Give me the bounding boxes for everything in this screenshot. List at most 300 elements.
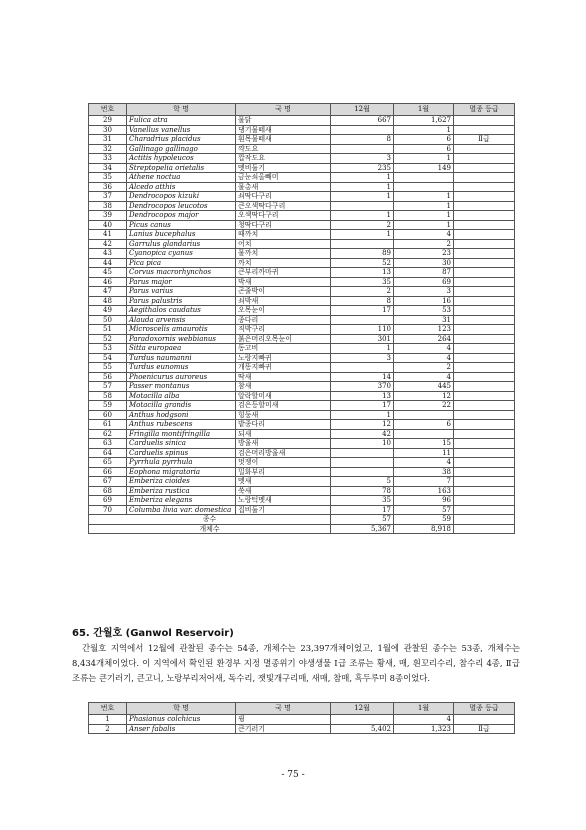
col-number: 43: [89, 249, 127, 259]
col-december: 3: [331, 154, 394, 164]
col-december: 8: [331, 135, 394, 145]
col-january: 23: [394, 249, 454, 259]
col-december: 667: [331, 116, 394, 126]
col-scientific-name: Lanius bucephalus: [127, 230, 236, 240]
page-number: - 75 -: [281, 770, 305, 780]
col-number: 48: [89, 296, 127, 306]
col-korean-name: 물까치: [236, 249, 331, 259]
table-row: [89, 268, 515, 278]
col-korean-name: 참새: [236, 382, 331, 392]
col-number: 58: [89, 391, 127, 401]
col-scientific-name: Turdus naumanni: [127, 353, 236, 363]
col-number: 65: [89, 458, 127, 468]
col-scientific-name: Anthus rubescens: [127, 420, 236, 430]
col-korean-name: 힝둥새: [236, 410, 331, 420]
col-grade: Ⅱ급: [454, 724, 515, 734]
col-december: 17: [331, 306, 394, 316]
col-january: 11: [394, 448, 454, 458]
col-december: [331, 201, 394, 211]
table-row: [89, 211, 515, 221]
table-row: [89, 353, 515, 363]
col-number: 54: [89, 353, 127, 363]
col-number: 55: [89, 363, 127, 373]
table-row: [89, 410, 515, 420]
col-grade: [454, 420, 515, 430]
col-january: 2: [394, 363, 454, 373]
col-january: 1,627: [394, 116, 454, 126]
col-number: 52: [89, 334, 127, 344]
col-december: 1: [331, 230, 394, 240]
table-row: [89, 144, 515, 154]
header-col-number: 번호: [89, 104, 127, 116]
col-number: 34: [89, 163, 127, 173]
col-korean-name: 쇠딱다구리: [236, 192, 331, 202]
col-january: 69: [394, 277, 454, 287]
col-grade: [454, 249, 515, 259]
col-number: 67: [89, 477, 127, 487]
col-december: 1: [331, 410, 394, 420]
col-grade: [454, 220, 515, 230]
col-scientific-name: Vanellus vanellus: [127, 125, 236, 135]
table-row: [89, 163, 515, 173]
col-december: 110: [331, 325, 394, 335]
col-january: 149: [394, 163, 454, 173]
col-january: 445: [394, 382, 454, 392]
col-grade: [454, 439, 515, 449]
summary-col-january: 8,918: [394, 524, 454, 534]
col-scientific-name: Motacilla alba: [127, 391, 236, 401]
col-january: 3: [394, 287, 454, 297]
col-december: 5: [331, 477, 394, 487]
col-december: [331, 363, 394, 373]
table-row: [89, 391, 515, 401]
col-scientific-name: Anser fabalis: [127, 724, 236, 734]
col-number: 37: [89, 192, 127, 202]
col-grade: [454, 239, 515, 249]
table-row: [89, 344, 515, 354]
table-row: [89, 306, 515, 316]
col-january: 4: [394, 372, 454, 382]
col-grade: [454, 344, 515, 354]
col-korean-name: 검은머리방울새: [236, 448, 331, 458]
col-january: 1: [394, 192, 454, 202]
col-grade: [454, 192, 515, 202]
col-korean-name: 물총새: [236, 182, 331, 192]
col-december: 89: [331, 249, 394, 259]
header-col-scientific-name: 학 명: [127, 703, 236, 715]
col-number: 50: [89, 315, 127, 325]
summary-col-january: 59: [394, 515, 454, 525]
col-january: 16: [394, 296, 454, 306]
col-december: 1: [331, 192, 394, 202]
col-korean-name: 밭종다리: [236, 420, 331, 430]
table-row: [89, 182, 515, 192]
table-row: [89, 325, 515, 335]
col-scientific-name: Phasianus colchicus: [127, 715, 236, 725]
col-number: 59: [89, 401, 127, 411]
col-number: 1: [89, 715, 127, 725]
col-korean-name: 종다리: [236, 315, 331, 325]
col-korean-name: 까치: [236, 258, 331, 268]
col-number: 64: [89, 448, 127, 458]
col-scientific-name: Garrulus glandarius: [127, 239, 236, 249]
col-korean-name: 멋쟁이: [236, 458, 331, 468]
col-number: 30: [89, 125, 127, 135]
table-row: [89, 277, 515, 287]
col-korean-name: 꺅도요: [236, 144, 331, 154]
col-scientific-name: Corvus macrorhynchos: [127, 268, 236, 278]
col-grade: [454, 486, 515, 496]
col-number: 31: [89, 135, 127, 145]
table-row: [89, 230, 515, 240]
col-january: 2: [394, 239, 454, 249]
col-scientific-name: Eophona migratoria: [127, 467, 236, 477]
col-korean-name: 멧새: [236, 477, 331, 487]
table-row: [89, 154, 515, 164]
col-december: 1: [331, 182, 394, 192]
col-number: 39: [89, 211, 127, 221]
col-december: 35: [331, 277, 394, 287]
col-scientific-name: Parus major: [127, 277, 236, 287]
col-grade: [454, 496, 515, 506]
col-korean-name: 오목눈이: [236, 306, 331, 316]
table-row: [89, 315, 515, 325]
col-korean-name: 붉은머리오목눈이: [236, 334, 331, 344]
col-number: 61: [89, 420, 127, 430]
col-number: 51: [89, 325, 127, 335]
col-grade: [454, 306, 515, 316]
col-number: 38: [89, 201, 127, 211]
col-grade: [454, 715, 515, 725]
table-row: [89, 249, 515, 259]
col-korean-name: 큰기러기: [236, 724, 331, 734]
col-number: 40: [89, 220, 127, 230]
species-table-continued: [88, 103, 515, 534]
summary-col-december: 5,367: [331, 524, 394, 534]
col-january: [394, 429, 454, 439]
col-scientific-name: Parus varius: [127, 287, 236, 297]
col-number: 46: [89, 277, 127, 287]
col-scientific-name: Gallinago gallinago: [127, 144, 236, 154]
table-row: [89, 724, 515, 734]
col-december: [331, 467, 394, 477]
col-grade: [454, 268, 515, 278]
col-grade: [454, 325, 515, 335]
col-number: 66: [89, 467, 127, 477]
col-january: 96: [394, 496, 454, 506]
col-december: 14: [331, 372, 394, 382]
table-row: [89, 201, 515, 211]
col-number: 29: [89, 116, 127, 126]
col-korean-name: 되새: [236, 429, 331, 439]
col-january: 31: [394, 315, 454, 325]
col-scientific-name: Dendrocopos major: [127, 211, 236, 221]
summary-label: 개체수: [89, 524, 331, 534]
col-grade: [454, 277, 515, 287]
col-december: 12: [331, 420, 394, 430]
col-scientific-name: Emberiza rustica: [127, 486, 236, 496]
col-korean-name: 멧비둘기: [236, 163, 331, 173]
col-korean-name: 방울새: [236, 439, 331, 449]
col-korean-name: 개똥지빠귀: [236, 363, 331, 373]
species-table-ganwol: [88, 702, 515, 734]
summary-col-december: 57: [331, 515, 394, 525]
table-row: [89, 420, 515, 430]
table-body: [89, 116, 515, 534]
col-number: 35: [89, 173, 127, 183]
col-grade: [454, 125, 515, 135]
col-january: 87: [394, 268, 454, 278]
col-january: [394, 182, 454, 192]
col-number: 33: [89, 154, 127, 164]
summary-row: [89, 515, 515, 525]
col-number: 69: [89, 496, 127, 506]
header-col-korean-name: 국 명: [236, 703, 331, 715]
col-korean-name: 노랑턱멧새: [236, 496, 331, 506]
table-row: [89, 363, 515, 373]
col-scientific-name: Motacilla grandis: [127, 401, 236, 411]
header-col-december: 12월: [331, 104, 394, 116]
col-scientific-name: Streptopelia orietalis: [127, 163, 236, 173]
col-december: [331, 315, 394, 325]
col-korean-name: 깝작도요: [236, 154, 331, 164]
col-grade: [454, 230, 515, 240]
col-grade: [454, 116, 515, 126]
col-january: [394, 410, 454, 420]
col-january: 4: [394, 230, 454, 240]
col-grade: [454, 477, 515, 487]
table-row: [89, 448, 515, 458]
col-january: 12: [394, 391, 454, 401]
col-scientific-name: Pyrrhula pyrrhula: [127, 458, 236, 468]
col-grade: Ⅱ급: [454, 135, 515, 145]
col-grade: [454, 467, 515, 477]
summary-col-grade: [454, 524, 515, 534]
col-grade: [454, 315, 515, 325]
col-scientific-name: Sitta europaea: [127, 344, 236, 354]
col-scientific-name: Carduelis sinica: [127, 439, 236, 449]
header-col-december: 12월: [331, 703, 394, 715]
col-grade: [454, 201, 515, 211]
header-col-january: 1월: [394, 104, 454, 116]
table-row: [89, 287, 515, 297]
col-december: 10: [331, 439, 394, 449]
col-korean-name: 흰목물떼새: [236, 135, 331, 145]
col-december: 52: [331, 258, 394, 268]
col-korean-name: 큰오색딱다구리: [236, 201, 331, 211]
col-korean-name: 물닭: [236, 116, 331, 126]
col-scientific-name: Athene noctua: [127, 173, 236, 183]
col-december: [331, 144, 394, 154]
col-number: 49: [89, 306, 127, 316]
table-row: [89, 258, 515, 268]
col-grade: [454, 258, 515, 268]
col-grade: [454, 296, 515, 306]
col-grade: [454, 505, 515, 515]
summary-col-grade: [454, 515, 515, 525]
col-grade: [454, 429, 515, 439]
col-grade: [454, 353, 515, 363]
col-scientific-name: Dendrocopos kizuki: [127, 192, 236, 202]
col-december: 3: [331, 353, 394, 363]
col-december: 2: [331, 287, 394, 297]
col-december: 1: [331, 211, 394, 221]
col-scientific-name: Charadrius placidus: [127, 135, 236, 145]
col-december: 13: [331, 391, 394, 401]
col-korean-name: 꿩: [236, 715, 331, 725]
col-scientific-name: Passer montanus: [127, 382, 236, 392]
section-title: 65. 간월호 (Ganwol Reservoir): [72, 628, 234, 639]
table-row: [89, 382, 515, 392]
table-row: [89, 496, 515, 506]
table-body: [89, 715, 515, 734]
col-korean-name: 노랑지빠귀: [236, 353, 331, 363]
col-grade: [454, 391, 515, 401]
col-scientific-name: Phoenicurus auroreus: [127, 372, 236, 382]
header-col-scientific-name: 학 명: [127, 104, 236, 116]
col-number: 56: [89, 372, 127, 382]
col-korean-name: 곤줄박이: [236, 287, 331, 297]
table-row: [89, 429, 515, 439]
col-january: 4: [394, 715, 454, 725]
col-grade: [454, 334, 515, 344]
col-korean-name: 금눈쇠올빼미: [236, 173, 331, 183]
col-korean-name: 박새: [236, 277, 331, 287]
summary-row: [89, 524, 515, 534]
col-scientific-name: Picus canus: [127, 220, 236, 230]
col-scientific-name: Turdus eunomus: [127, 363, 236, 373]
col-grade: [454, 173, 515, 183]
col-scientific-name: Pica pica: [127, 258, 236, 268]
col-grade: [454, 382, 515, 392]
col-grade: [454, 154, 515, 164]
col-grade: [454, 410, 515, 420]
col-korean-name: 동고비: [236, 344, 331, 354]
col-number: 32: [89, 144, 127, 154]
col-december: [331, 448, 394, 458]
col-scientific-name: Anthus hodgsoni: [127, 410, 236, 420]
table-row: [89, 477, 515, 487]
col-january: 38: [394, 467, 454, 477]
col-december: [331, 125, 394, 135]
col-korean-name: 청딱다구리: [236, 220, 331, 230]
table-row: [89, 715, 515, 725]
col-january: 6: [394, 144, 454, 154]
col-december: 1: [331, 173, 394, 183]
col-january: 15: [394, 439, 454, 449]
table-row: [89, 467, 515, 477]
col-number: 53: [89, 344, 127, 354]
col-january: 4: [394, 458, 454, 468]
col-korean-name: 때까치: [236, 230, 331, 240]
table-row: [89, 239, 515, 249]
col-january: 1: [394, 211, 454, 221]
col-grade: [454, 182, 515, 192]
col-december: 301: [331, 334, 394, 344]
table-row: [89, 486, 515, 496]
col-grade: [454, 287, 515, 297]
table-header: [89, 703, 515, 715]
col-grade: [454, 448, 515, 458]
table-row: [89, 135, 515, 145]
col-scientific-name: Dendrocopos leucotos: [127, 201, 236, 211]
col-grade: [454, 401, 515, 411]
table-row: [89, 220, 515, 230]
col-january: 1: [394, 201, 454, 211]
col-number: 36: [89, 182, 127, 192]
summary-label: 종수: [89, 515, 331, 525]
col-scientific-name: Emberiza elegans: [127, 496, 236, 506]
col-december: [331, 458, 394, 468]
col-january: 22: [394, 401, 454, 411]
table-header: [89, 104, 515, 116]
table-row: [89, 505, 515, 515]
col-grade: [454, 163, 515, 173]
col-number: 47: [89, 287, 127, 297]
col-scientific-name: Alcedo atthis: [127, 182, 236, 192]
col-number: 70: [89, 505, 127, 515]
col-december: [331, 239, 394, 249]
col-january: 264: [394, 334, 454, 344]
col-january: 163: [394, 486, 454, 496]
col-december: 13: [331, 268, 394, 278]
col-scientific-name: Paradoxornis webbianus: [127, 334, 236, 344]
col-korean-name: 쇠박새: [236, 296, 331, 306]
col-korean-name: 쑥새: [236, 486, 331, 496]
col-scientific-name: Cyanopica cyanus: [127, 249, 236, 259]
col-january: 4: [394, 344, 454, 354]
col-scientific-name: Alauda arvensis: [127, 315, 236, 325]
col-scientific-name: Parus palustris: [127, 296, 236, 306]
col-december: 35: [331, 496, 394, 506]
col-number: 42: [89, 239, 127, 249]
col-grade: [454, 144, 515, 154]
col-january: [394, 173, 454, 183]
col-december: 5,402: [331, 724, 394, 734]
col-scientific-name: Columba livia var. domestica: [127, 505, 236, 515]
col-grade: [454, 211, 515, 221]
col-number: 57: [89, 382, 127, 392]
col-scientific-name: Actitis hypoleucos: [127, 154, 236, 164]
col-january: 53: [394, 306, 454, 316]
col-scientific-name: Fulica atra: [127, 116, 236, 126]
col-december: 42: [331, 429, 394, 439]
col-number: 44: [89, 258, 127, 268]
col-korean-name: 집비둘기: [236, 505, 331, 515]
col-number: 62: [89, 429, 127, 439]
col-december: 17: [331, 401, 394, 411]
col-january: 1: [394, 220, 454, 230]
col-scientific-name: Emberiza cioides: [127, 477, 236, 487]
table-row: [89, 372, 515, 382]
table-row: [89, 439, 515, 449]
header-col-number: 번호: [89, 703, 127, 715]
table-row: [89, 116, 515, 126]
col-number: 63: [89, 439, 127, 449]
col-number: 41: [89, 230, 127, 240]
col-january: 6: [394, 135, 454, 145]
col-scientific-name: Microscelis amaurotis: [127, 325, 236, 335]
table-row: [89, 401, 515, 411]
col-january: 1,323: [394, 724, 454, 734]
col-january: 7: [394, 477, 454, 487]
header-col-korean-name: 국 명: [236, 104, 331, 116]
table-row: [89, 296, 515, 306]
col-korean-name: 큰부리까마귀: [236, 268, 331, 278]
col-december: 235: [331, 163, 394, 173]
col-january: 6: [394, 420, 454, 430]
col-korean-name: 오색딱다구리: [236, 211, 331, 221]
